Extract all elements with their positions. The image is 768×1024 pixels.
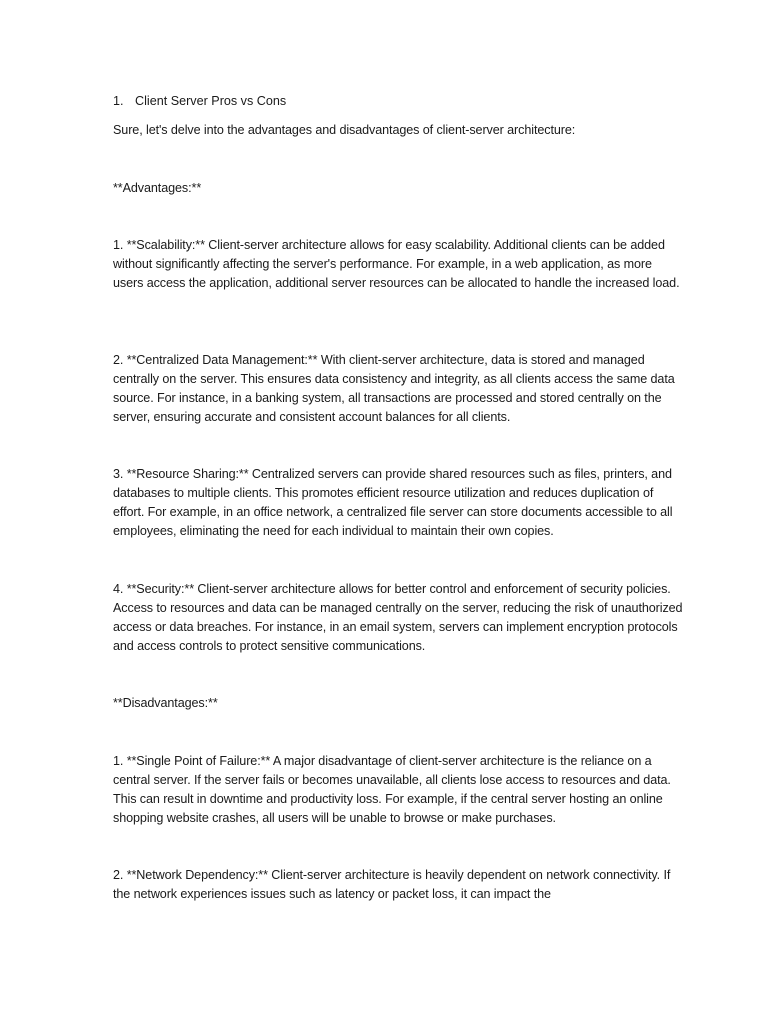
advantage-item-scalability: 1. **Scalability:** Client-server architecture allows for easy scalability. Additional clients can be added without significantly affecting the server's performance. For example, in a web application, as more users access the application, additional server resources can be allocated to handle the increased load. xyxy=(113,238,680,290)
intro-paragraph: Sure, let's delve into the advantages and disadvantages of client-server architecture: xyxy=(113,123,576,137)
disadvantage-item-single-point: 1. **Single Point of Failure:** A major disadvantage of client-server architecture is the reliance on a central server. If the server fails or becomes unavailable, all clients lose access to resources and data. This can result in downtime and productivity loss. For example, if the central server hosting an online shopping website crashes, all users will be unable to browse or make purchases. xyxy=(113,754,671,825)
heading-number: 1. xyxy=(113,94,124,108)
advantage-item-security: 4. **Security:** Client-server architecture allows for better control and enforcement of security policies. Access to resources and data can be managed centrally on the server, reducing the risk of unauthorized access or data breaches. For instance, in an email system, servers can implement encryption protocols and access controls to protect sensitive communications. xyxy=(113,582,683,653)
heading-text: Client Server Pros vs Cons xyxy=(135,94,287,108)
section-heading xyxy=(113,92,286,111)
advantages-label: **Advantages:** xyxy=(113,181,202,195)
advantage-item-resource-sharing: 3. **Resource Sharing:** Centralized servers can provide shared resources such as files, printers, and databases to multiple clients. This promotes efficient resource utilization and reduces duplication of effort. For example, in an office network, a centralized file server can store documents accessible to all employees, eliminating the need for each individual to maintain their own copies. xyxy=(113,467,673,538)
advantage-item-centralized-data: 2. **Centralized Data Management:** With client-server architecture, data is stored and managed centrally on the server. This ensures data consistency and integrity, as all clients access the same data source. For instance, in a banking system, all transactions are processed and stored centrally on the server, ensuring accurate and consistent account balances for all clients. xyxy=(113,353,675,424)
disadvantages-label: **Disadvantages:** xyxy=(113,696,218,710)
disadvantage-item-network: 2. **Network Dependency:** Client-server architecture is heavily dependent on network connectivity. If the network experiences issues such as latency or packet loss, it can impact the xyxy=(113,868,671,901)
